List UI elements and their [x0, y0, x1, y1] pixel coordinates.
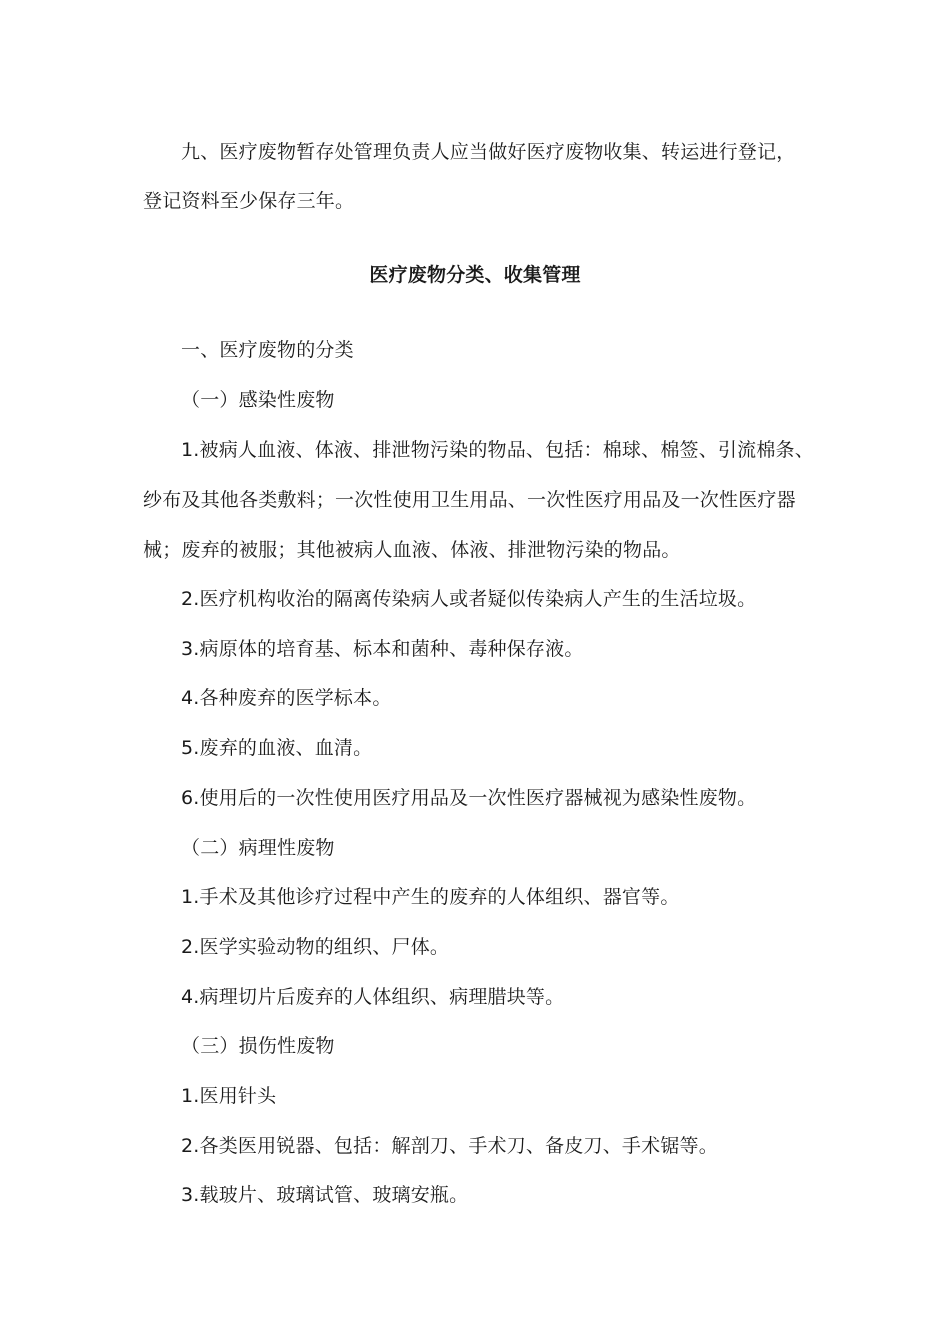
sharps-item-1: 1.医用针头 [181, 1085, 277, 1107]
paragraph-nine-line-2: 登记资料至少保存三年。 [143, 190, 355, 212]
infectious-item-2: 2.医疗机构收治的隔离传染病人或者疑似传染病人产生的生活垃圾。 [181, 588, 757, 610]
infectious-item-1-line-3: 械；废弃的被服；其他被病人血液、体液、排泄物污染的物品。 [143, 539, 681, 561]
pathological-item-2: 2.医学实验动物的组织、尸体。 [181, 936, 450, 958]
infectious-item-1-line-2: 纱布及其他各类敷料；一次性使用卫生用品、一次性医疗用品及一次性医疗器 [143, 489, 796, 511]
sharps-item-3: 3.载玻片、玻璃试管、玻璃安瓶。 [181, 1184, 469, 1206]
subsection-sharps-heading: （三）损伤性废物 [181, 1035, 335, 1057]
section-title: 医疗废物分类、收集管理 [369, 264, 581, 286]
subsection-pathological-heading: （二）病理性废物 [181, 837, 335, 859]
subsection-infectious-heading: （一）感染性废物 [181, 389, 335, 411]
infectious-item-4: 4.各种废弃的医学标本。 [181, 687, 392, 709]
infectious-item-6: 6.使用后的一次性使用医疗用品及一次性医疗器械视为感染性废物。 [181, 787, 757, 809]
infectious-item-5: 5.废弃的血液、血清。 [181, 737, 373, 759]
pathological-item-3: 4.病理切片后废弃的人体组织、病理腊块等。 [181, 986, 565, 1008]
infectious-item-3: 3.病原体的培育基、标本和菌种、毒种保存液。 [181, 638, 584, 660]
pathological-item-1: 1.手术及其他诊疗过程中产生的废弃的人体组织、器官等。 [181, 886, 680, 908]
sharps-item-2: 2.各类医用锐器、包括：解剖刀、手术刀、备皮刀、手术锯等。 [181, 1135, 718, 1157]
infectious-item-1-line-1: 1.被病人血液、体液、排泄物污染的物品、包括：棉球、棉签、引流棉条、 [181, 439, 814, 461]
section-one-heading: 一、医疗废物的分类 [181, 339, 354, 361]
paragraph-nine-line-1: 九、医疗废物暂存处管理负责人应当做好医疗废物收集、转运进行登记， [181, 141, 796, 163]
